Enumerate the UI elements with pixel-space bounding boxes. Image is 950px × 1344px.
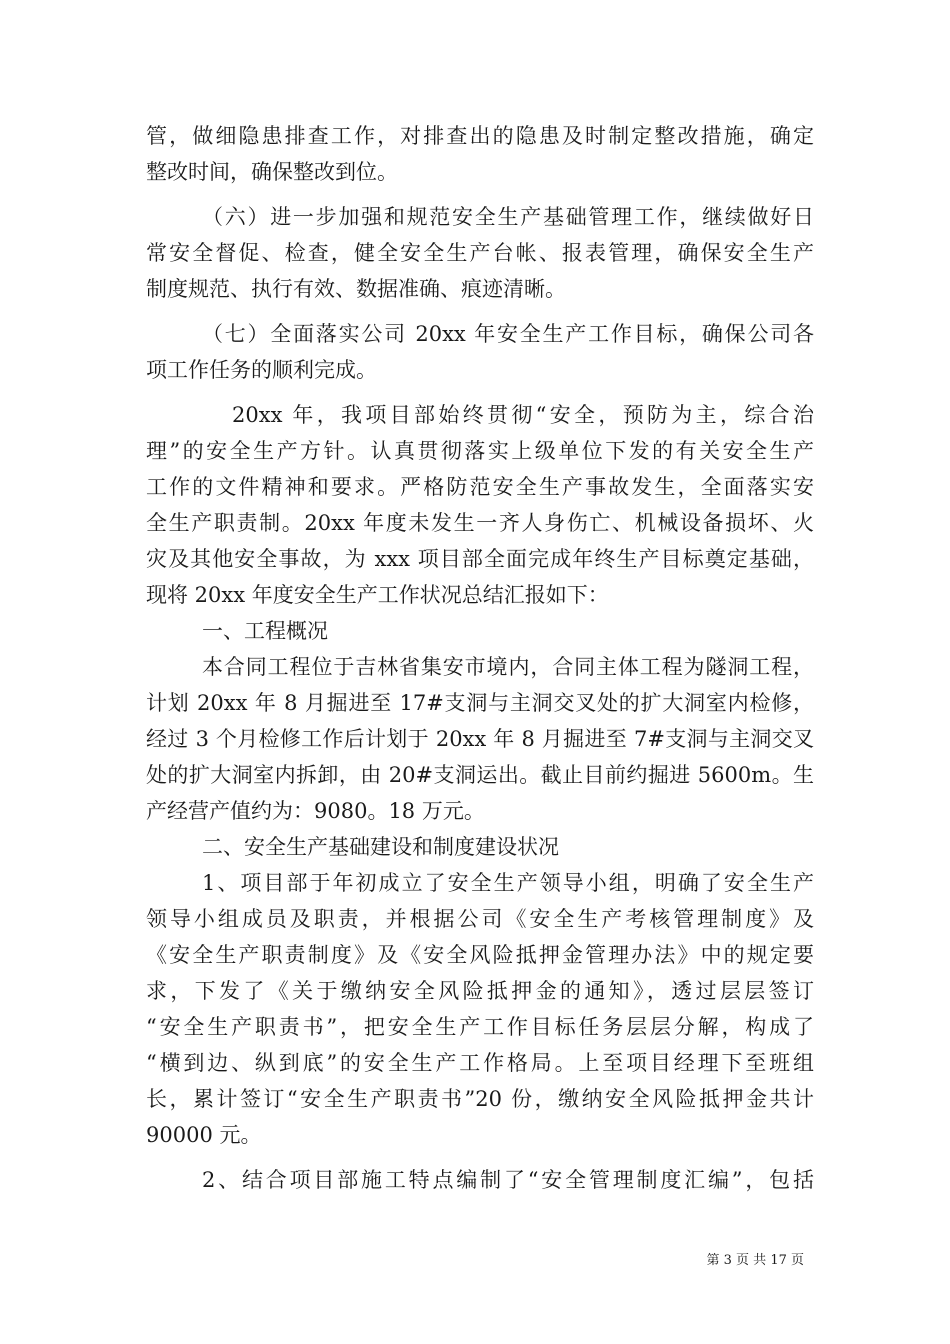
text-line: 经过 3 个月检修工作后计划于 20xx 年 8 月掘进至 7#支洞与主洞交叉 <box>146 727 814 751</box>
text-line: 工作的文件精神和要求。严格防范安全生产事故发生，全面落实安 <box>146 475 814 499</box>
text-line: 现将 20xx 年度安全生产工作状况总结汇报如下： <box>146 583 609 607</box>
section-heading: 一、工程概况 <box>202 619 328 643</box>
text-line: 《安全生产职责制度》及《安全风险抵押金管理办法》中的规定要 <box>146 943 814 967</box>
text-line: （六）进一步加强和规范安全生产基础管理工作，继续做好日 <box>202 205 814 229</box>
text-line: 常安全督促、检查，健全安全生产台帐、报表管理，确保安全生产 <box>146 241 814 265</box>
document-body <box>146 118 814 1198</box>
text-line: 制度规范、执行有效、数据准确、痕迹清晰。 <box>146 277 566 301</box>
text-line: 2、结合项目部施工特点编制了“安全管理制度汇编”，包括 <box>202 1168 814 1192</box>
text-line: 全生产职责制。20xx 年度未发生一齐人身伤亡、机械设备损坏、火 <box>146 511 814 535</box>
text-line: 理”的安全生产方针。认真贯彻落实上级单位下发的有关安全生产 <box>146 439 814 463</box>
section-heading: 二、安全生产基础建设和制度建设状况 <box>202 835 559 859</box>
text-line: 求，下发了《关于缴纳安全风险抵押金的通知》，透过层层签订 <box>146 979 814 1003</box>
text-line: 1、项目部于年初成立了安全生产领导小组，明确了安全生产 <box>202 871 814 895</box>
text-line: 灾及其他安全事故，为 xxx 项目部全面完成年终生产目标奠定基础， <box>146 547 814 571</box>
text-line: 20xx 年，我项目部始终贯彻“安全，预防为主，综合治 <box>232 403 814 427</box>
text-line: 领导小组成员及职责，并根据公司《安全生产考核管理制度》及 <box>146 907 814 931</box>
text-line: “安全生产职责书”，把安全生产工作目标任务层层分解，构成了 <box>146 1015 814 1039</box>
text-line: 长，累计签订“安全生产职责书”20 份，缴纳安全风险抵押金共计 <box>146 1087 814 1111</box>
page-number: 第 3 页 共 17 页 <box>706 1253 804 1268</box>
text-line: 产经营产值约为：9080。18 万元。 <box>146 799 485 823</box>
text-line: 整改时间，确保整改到位。 <box>146 160 398 184</box>
text-line: 本合同工程位于吉林省集安市境内，合同主体工程为隧洞工程， <box>202 655 814 679</box>
text-line: 处的扩大洞室内拆卸，由 20#支洞运出。截止目前约掘进 5600m。生 <box>146 763 814 787</box>
text-line: 项工作任务的顺利完成。 <box>146 358 377 382</box>
text-line: （七）全面落实公司 20xx 年安全生产工作目标，确保公司各 <box>202 322 814 346</box>
text-line: 管，做细隐患排查工作，对排查出的隐患及时制定整改措施，确定 <box>146 124 814 148</box>
text-line: “横到边、纵到底”的安全生产工作格局。上至项目经理下至班组 <box>146 1051 814 1075</box>
text-line: 90000 元。 <box>146 1123 262 1147</box>
text-line: 计划 20xx 年 8 月掘进至 17#支洞与主洞交叉处的扩大洞室内检修， <box>146 691 814 715</box>
